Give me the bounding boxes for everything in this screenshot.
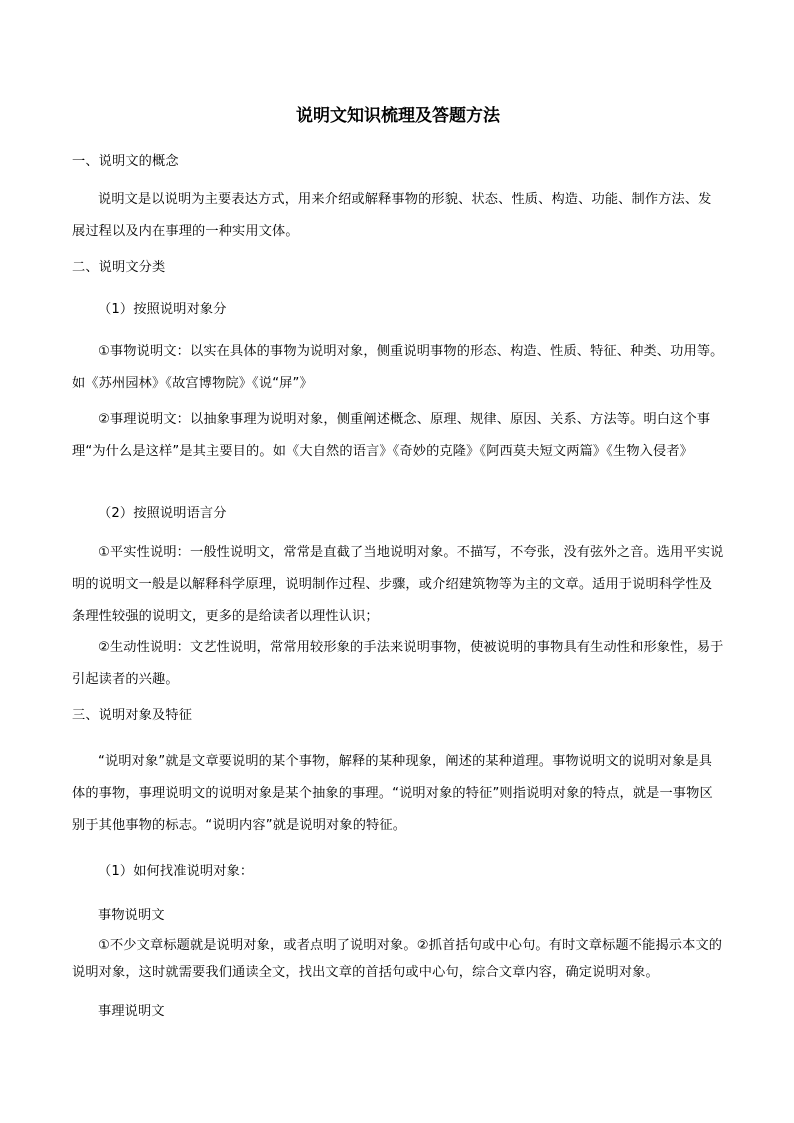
paragraph-reason-explanation: ②事理说明文：以抽象事理为说明对象，侧重阐述概念、原理、规律、原因、关系、方法等。明白这个事理“为什么是这样”是其主要目的。如《大自然的语言》《奇妙的克隆》《阿西莫夫短文两篇》《生物入侵者》 [72, 412, 711, 459]
paragraph-definition: 说明文是以说明为主要表达方式，用来介绍或解释事物的形貌、状态、性质、构造、功能、制作方法、发展过程以及内在事理的一种实用文体。 [72, 192, 712, 239]
document-title: 说明文知识梳理及答题方法 [296, 106, 500, 126]
paragraph-find-method: ①不少文章标题就是说明对象，或者点明了说明对象。②抓首括句或中心句。有时文章标题不能揭示本文的说明对象，这时就需要我们通读全文，找出文章的首括句或中心句，综合文章内容，确定说明对象。 [72, 938, 723, 980]
paragraph-thing-explanation: ①事物说明文：以实在具体的事物为说明对象，侧重说明事物的形态、构造、性质、特征、种类、功用等。如《苏州园林》《故宫博物院》《说“屏”》 [72, 344, 724, 391]
paragraph-vivid-explanation: ②生动性说明：文艺性说明，常常用较形象的手法来说明事物，使被说明的事物具有生动性和形象性，易于引起读者的兴趣。 [72, 640, 724, 687]
subheading-by-language: （2）按照说明语言分 [98, 506, 227, 521]
label-reason-explanation: 事理说明文 [98, 1004, 165, 1019]
section-heading-concept: 一、说明文的概念 [72, 154, 179, 169]
subheading-find-object: （1）如何找准说明对象： [98, 864, 254, 879]
subheading-by-object: （1）按照说明对象分 [98, 302, 227, 317]
paragraph-object-definition: “说明对象”就是文章要说明的某个事物，解释的某种现象，阐述的某种道理。事物说明文的说明对象是具体的事物，事理说明文的说明对象是某个抽象的事理。“说明对象的特征”则指说明对象的特点，就是一事物区别于其他事物的标志。“说明内容”就是说明对象的特征。 [72, 754, 713, 833]
paragraph-plain-explanation: ①平实性说明：一般性说明文，常常是直截了当地说明对象。不描写，不夸张，没有弦外之音。选用平实说明的说明文一般是以解释科学原理，说明制作过程、步骤，或介绍建筑物等为主的文章。适用于说明科学性及条理性较强的说明文，更多的是给读者以理性认识； [72, 545, 724, 624]
section-heading-object-features: 三、说明对象及特征 [72, 708, 193, 723]
label-thing-explanation: 事物说明文 [98, 908, 165, 923]
section-heading-classification: 二、说明文分类 [72, 260, 166, 275]
